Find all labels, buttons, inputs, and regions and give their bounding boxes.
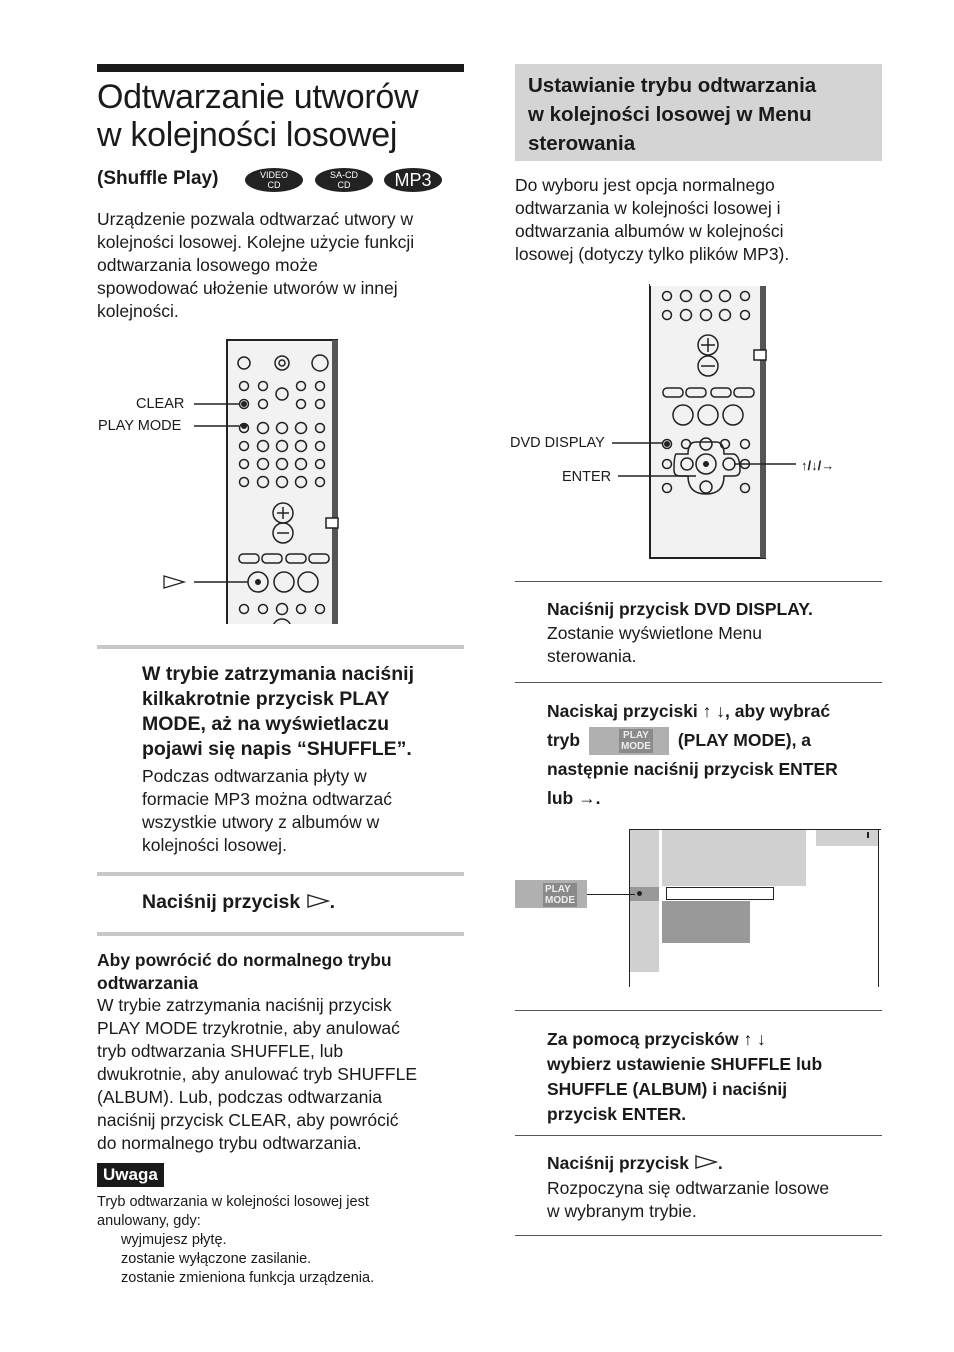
r-step4-instruction: Naciśnij przycisk . xyxy=(547,1153,723,1173)
play-icon xyxy=(694,1154,718,1170)
step-rule xyxy=(515,1010,882,1011)
play-mode-label: PLAY MODE xyxy=(98,418,182,434)
step2-instruction: Naciśnij przycisk . xyxy=(142,891,336,913)
step1-detail: Podczas odtwarzania płyty w formacie MP3 można odtwarzać wszystkie utwory z albumów w kolejności losowej. xyxy=(142,766,392,855)
page-title: Odtwarzanie utworów w kolejności losowej xyxy=(97,78,419,154)
arrows-label: ↑/↓/→ xyxy=(801,458,835,473)
sacd-badge: SA-CD CD xyxy=(315,168,373,192)
subtitle: (Shuffle Play) xyxy=(97,168,219,189)
note-label: Uwaga xyxy=(97,1163,164,1187)
section-heading: Ustawianie trybu odtwarzania w kolejności losowej w Menu sterowania xyxy=(528,74,817,155)
note-item: wyjmujesz płytę. xyxy=(121,1232,227,1248)
remote-illustration-left xyxy=(96,336,356,628)
enter-label: ENTER xyxy=(562,469,612,485)
step-rule xyxy=(97,932,464,936)
r-step3-instruction: Za pomocą przycisków ↑ ↓ wybierz ustawienie SHUFFLE lub SHUFFLE (ALBUM) i naciśnij przycisk ENTER. xyxy=(547,1029,823,1124)
play-mode-menu-icon: PLAY MODE xyxy=(515,880,587,908)
clear-label: CLEAR xyxy=(136,396,185,412)
video-cd-badge: VIDEO CD xyxy=(245,168,303,192)
step-rule xyxy=(97,645,464,649)
step-rule xyxy=(515,1135,882,1136)
step-rule xyxy=(515,581,882,582)
play-mode-icon: PLAY MODE xyxy=(589,727,669,755)
step1-instruction: W trybie zatrzymania naciśnij kilkakrotnie przycisk PLAY MODE, aż na wyświetlaczu pojawi się napis “SHUFFLE”. xyxy=(142,663,415,760)
right-intro: Do wyboru jest opcja normalnego odtwarzania w kolejności losowej i odtwarzania albumów w kolejności losowej (dotyczy tylko plików MP3). xyxy=(515,175,790,264)
r-step2-instruction: Naciskaj przyciski ↑ ↓, aby wybrać tryb PLAY MODE (PLAY MODE), a następnie naciśnij przycisk ENTER lub →. xyxy=(547,701,838,809)
title-rule xyxy=(97,64,464,72)
step-rule xyxy=(515,1235,882,1236)
menu-pointer-line xyxy=(587,894,635,895)
remote-illustration-right xyxy=(510,284,870,560)
note-item: zostanie zmieniona funkcja urządzenia. xyxy=(121,1270,375,1286)
note-text: Tryb odtwarzania w kolejności losowej jest anulowany, gdy: wyjmujesz płytę. zostanie wyłączone zasilanie. zostanie zmieniona funkcja urządzenia. xyxy=(97,1193,472,1288)
r-step4-detail: Rozpoczyna się odtwarzanie losowe w wybranym trybie. xyxy=(547,1178,830,1221)
return-heading: Aby powrócić do normalnego trybu odtwarzania xyxy=(97,950,392,993)
control-menu-screen xyxy=(629,829,881,987)
return-text: W trybie zatrzymania naciśnij przycisk PLAY MODE trzykrotnie, aby anulować tryb odtwarzania SHUFFLE, lub dwukrotnie, aby anulować tryb SHUFFLE (ALBUM). Lub, podczas odtwarzania naciśnij przycisk CLEAR, aby powrócić do normalnego trybu odtwarzania. xyxy=(97,995,417,1153)
r-step1-instruction: Naciśnij przycisk DVD DISPLAY. xyxy=(547,599,813,619)
step-rule xyxy=(515,682,882,683)
note-item: zostanie wyłączone zasilanie. xyxy=(121,1251,312,1267)
dvd-display-label: DVD DISPLAY xyxy=(510,435,605,451)
step-rule xyxy=(97,872,464,876)
play-icon xyxy=(306,893,330,909)
mp3-badge: MP3 xyxy=(384,168,442,192)
r-step1-detail: Zostanie wyświetlone Menu sterowania. xyxy=(547,623,762,666)
intro-text: Urządzenie pozwala odtwarzać utwory w kolejności losowej. Kolejne użycie funkcji odtwarzania losowego może spowodować ułożenie utworów w innej kolejności. xyxy=(97,209,415,321)
